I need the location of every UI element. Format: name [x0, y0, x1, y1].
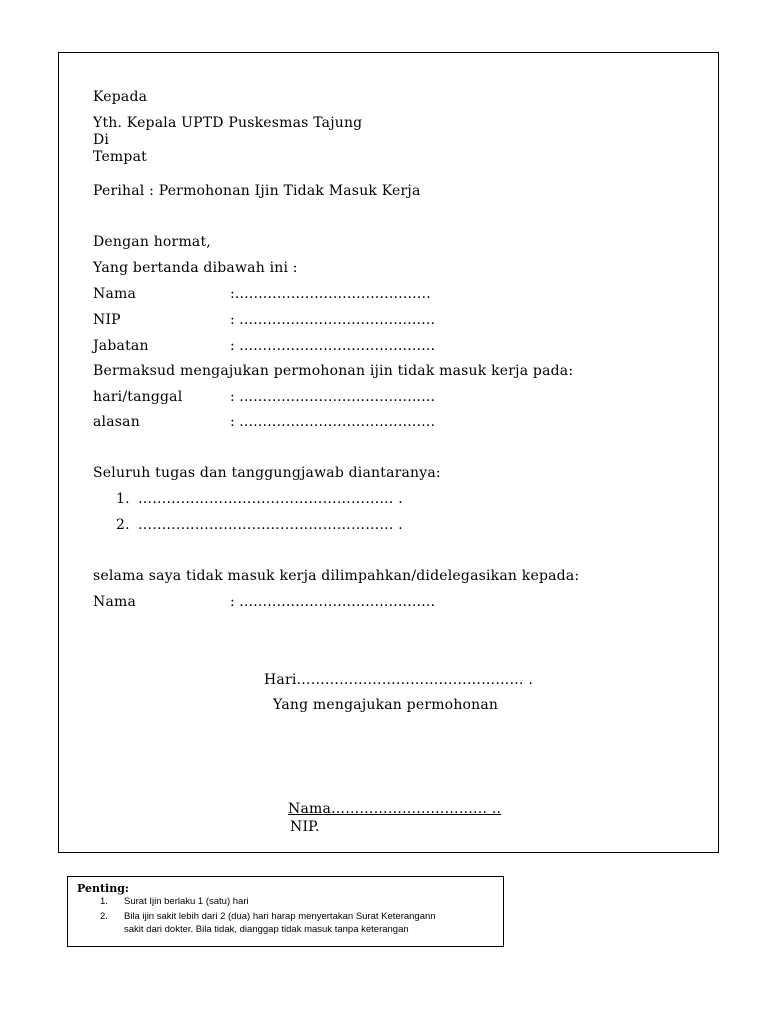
- recipient-kepada: Kepada: [93, 89, 148, 105]
- tugas-text-2: ……………………………………………… .: [138, 517, 403, 533]
- note-text-1: Surat Ijin berlaku 1 (satu) hari: [124, 896, 249, 907]
- letter-frame: [58, 52, 719, 853]
- delegasi-text: selama saya tidak masuk kerja dilimpahkan/didelegasikan kepada:: [93, 568, 580, 584]
- field-value-nama: :……………………………………: [230, 286, 431, 302]
- note-text-2a: Bila ijin sakit lebih dari 2 (dua) hari harap menyertakan Surat Keterangann: [124, 911, 436, 922]
- field-label-nip: NIP: [93, 312, 121, 328]
- field-value-jabatan: : ……………………………………: [230, 338, 436, 354]
- signature-nama: Nama…………………………… ..: [288, 801, 502, 817]
- note-num-2: 2.: [100, 911, 108, 922]
- note-title: Penting:: [77, 882, 129, 895]
- field-label-alasan: alasan: [93, 414, 140, 430]
- field-value-hari-tanggal: : ……………………………………: [230, 389, 436, 405]
- note-box: [67, 876, 504, 947]
- recipient-yth: Yth. Kepala UPTD Puskesmas Tajung: [93, 115, 363, 131]
- perihal: Perihal : Permohonan Ijin Tidak Masuk Kerja: [93, 183, 421, 199]
- recipient-tempat: Tempat: [93, 149, 147, 165]
- pemohon-label: Yang mengajukan permohonan: [273, 697, 499, 713]
- tugas-num-1: 1.: [116, 491, 130, 507]
- field-label-hari-tanggal: hari/tanggal: [93, 389, 183, 405]
- note-num-1: 1.: [100, 896, 108, 907]
- tugas-num-2: 2.: [116, 517, 130, 533]
- field-value-nip: : ……………………………………: [230, 312, 436, 328]
- hari-line: Hari………………………………………… .: [264, 672, 534, 688]
- field-label-jabatan: Jabatan: [93, 338, 149, 354]
- tugas-text-1: ……………………………………………… .: [138, 491, 403, 507]
- field-label-nama: Nama: [93, 286, 137, 302]
- delegasi-nama-label: Nama: [93, 594, 137, 610]
- recipient-di: Di: [93, 132, 110, 148]
- signature-nip: NIP.: [290, 819, 320, 835]
- maksud-text: Bermaksud mengajukan permohonan ijin tidak masuk kerja pada:: [93, 363, 574, 379]
- intro-text: Yang bertanda dibawah ini :: [93, 260, 298, 276]
- delegasi-nama-value: : ……………………………………: [230, 594, 436, 610]
- salutation: Dengan hormat,: [93, 234, 211, 250]
- note-text-2b: sakit dari dokter. Bila tidak, dianggap tidak masuk tanpa keterangan: [124, 924, 409, 935]
- field-value-alasan: : ……………………………………: [230, 414, 436, 430]
- tugas-intro: Seluruh tugas dan tanggungjawab diantaranya:: [93, 465, 441, 481]
